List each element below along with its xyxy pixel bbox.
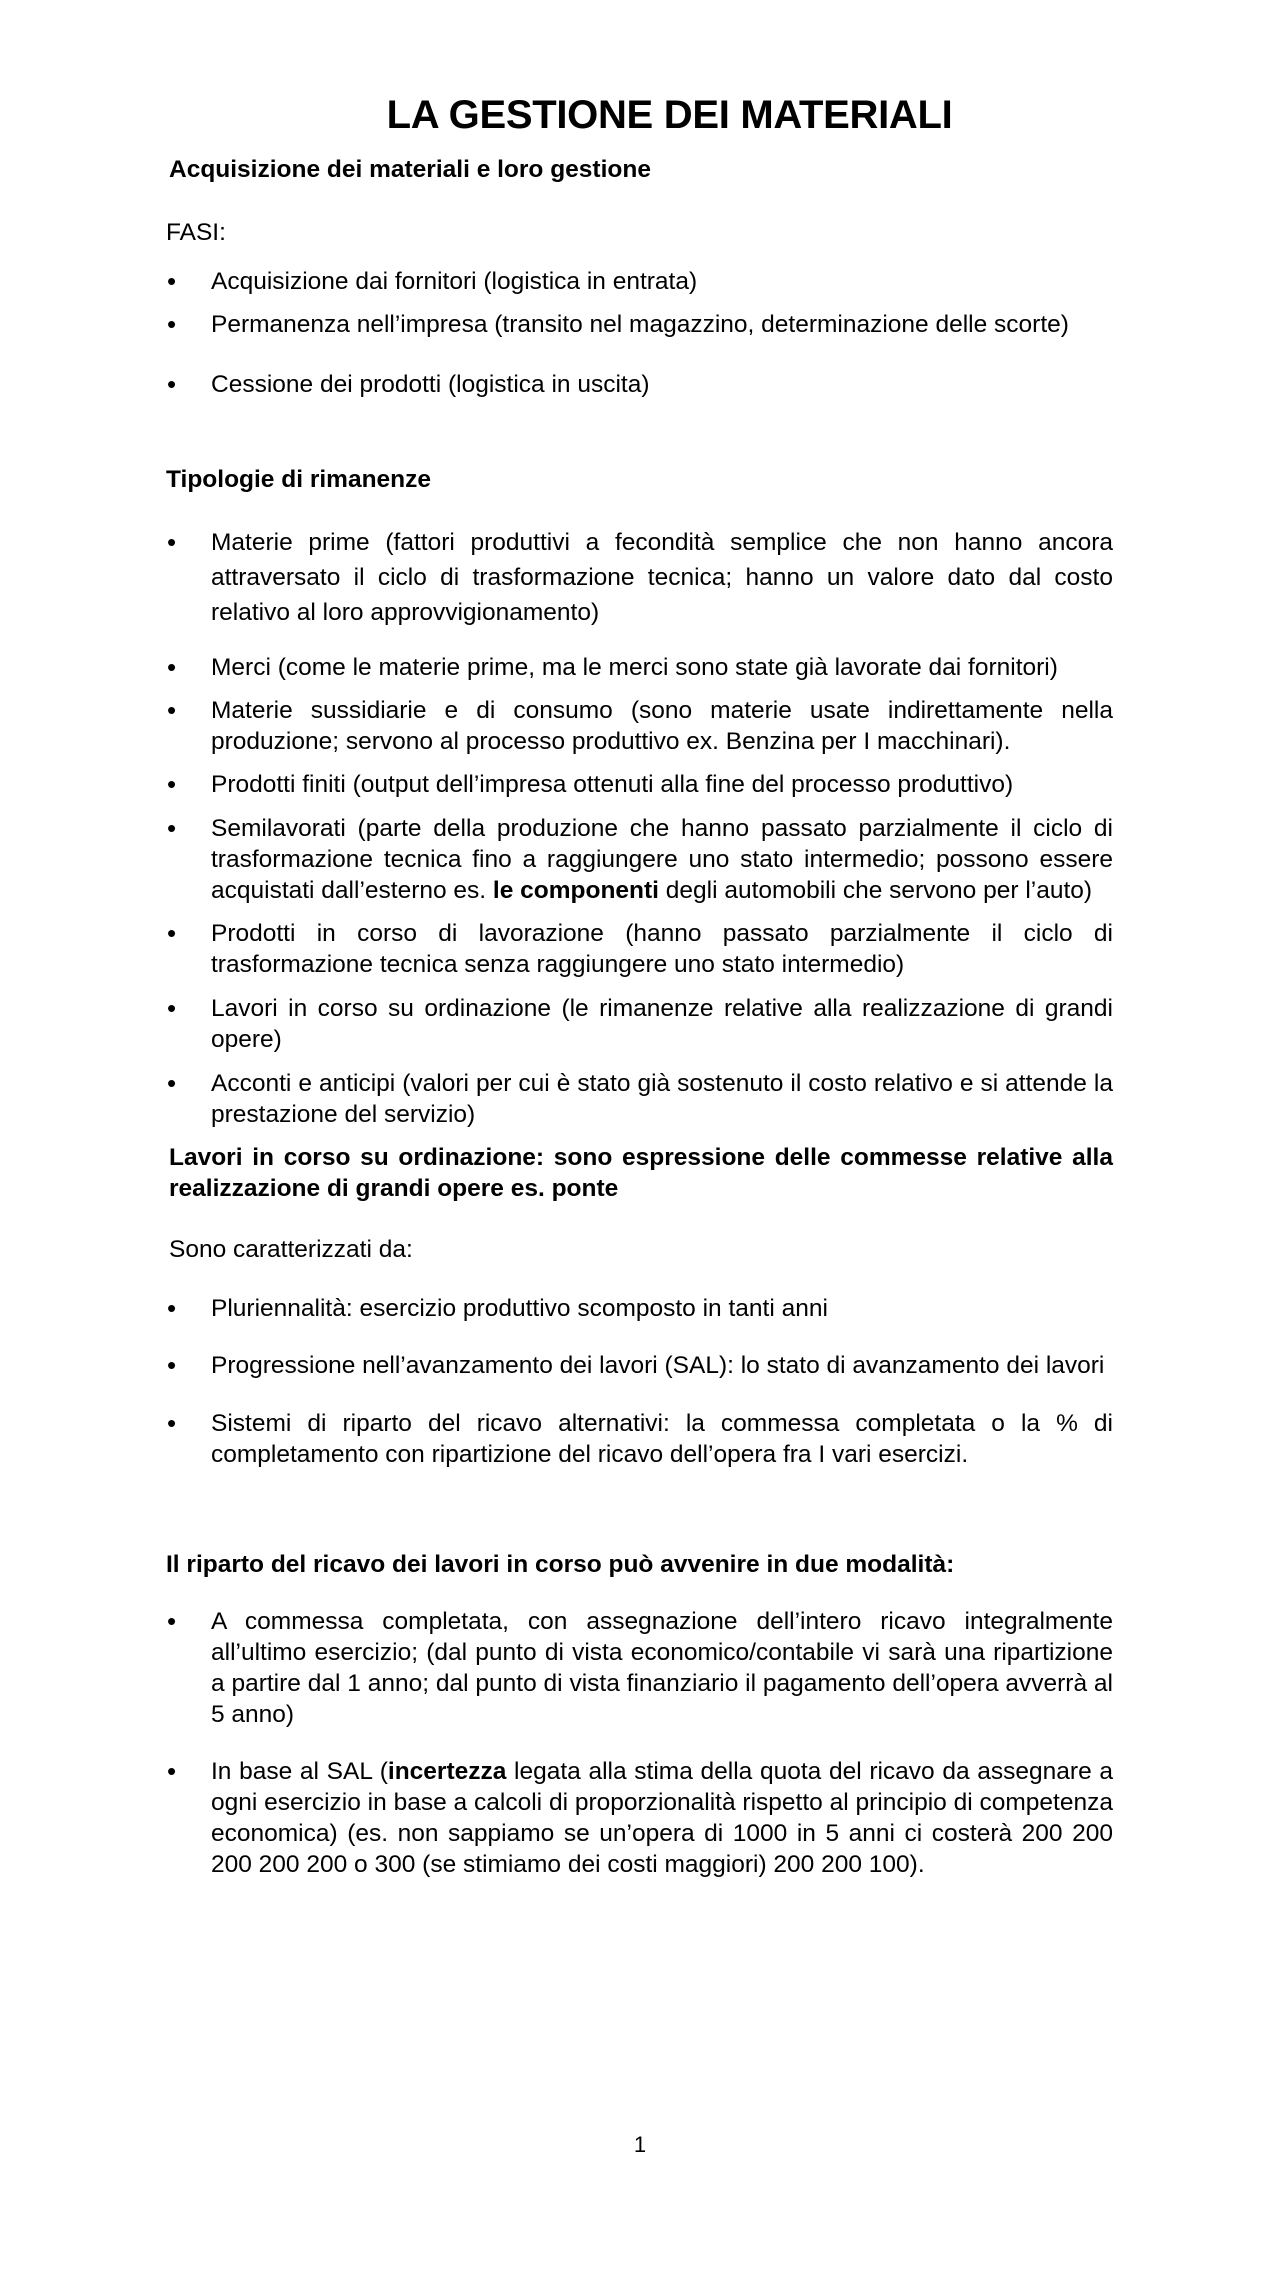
fasi-label: FASI: — [166, 219, 226, 246]
heading-riparto: Il riparto del ricavo dei lavori in corso può avvenire in due modalità: — [166, 1551, 955, 1578]
list-item: • Progressione nell’avanzamento dei lavori (SAL): lo stato di avanzamento dei lavori — [166, 1350, 1113, 1381]
list-item: • Pluriennalità: esercizio produttivo scomposto in tanti anni — [166, 1293, 1113, 1324]
list-item: • Permanenza nell’impresa (transito nel magazzino, determinazione delle scorte) — [166, 309, 1113, 340]
heading-lavori: Lavori in corso su ordinazione: sono espressione delle commesse relative alla realizzazione di grandi opere es. ponte — [169, 1144, 1113, 1202]
tipologie-list — [166, 525, 1113, 1130]
list-item: • Cessione dei prodotti (logistica in uscita) — [166, 369, 1113, 400]
list-item: • Prodotti in corso di lavorazione (hanno passato parzialmente il ciclo di trasformazione tecnica senza raggiungere uno stato intermedio) — [166, 918, 1113, 980]
page-number: 1 — [633, 2132, 647, 2157]
list-item: • Materie sussidiarie e di consumo (sono materie usate indirettamente nella produzione; servono al processo produttivo ex. Benzina per I macchinari). — [166, 695, 1113, 757]
sal-text-end: legata alla stima della quota del ricavo da assegnare a ogni esercizio in base a calcoli di proporzionalità rispetto al principio di competenza economica) (es. non sappiamo se un’opera di 1000 in 5 anni ci costerà 200 200 200 200 200 o 300 (se stimiamo dei costi maggiori) 200 200 100). — [211, 1758, 1113, 1878]
list-item: • Materie prime (fattori produttivi a fecondità semplice che non hanno ancora attraversato il ciclo di trasformazione tecnica; hanno un valore dato dal costo relativo al loro approvvigionamento) — [166, 525, 1113, 630]
list-item: • Prodotti finiti (output dell’impresa ottenuti alla fine del processo produttivo) — [166, 769, 1113, 800]
list-item: • Acquisizione dai fornitori (logistica in entrata) — [166, 266, 1113, 297]
semilavorati-text: Semilavorati (parte della produzione che hanno passato parzialmente il ciclo di trasformazione tecnica fino a raggiungere uno stato intermedio; possono essere acquistati dall’esterno es. — [211, 815, 1113, 904]
list-item-semilavorati — [166, 813, 1113, 906]
semilavorati-text-end: degli automobili che servono per l’auto) — [658, 877, 1093, 904]
heading-acquisizione: Acquisizione dei materiali e loro gestione — [169, 156, 651, 183]
document-body — [166, 88, 1113, 1880]
list-item-sal — [166, 1756, 1113, 1880]
heading-tipologie: Tipologie di rimanenze — [166, 466, 432, 493]
list-item: • Acconti e anticipi (valori per cui è stato già sostenuto il costo relativo e si attende la prestazione del servizio) — [166, 1068, 1113, 1130]
semilavorati-bold: le componenti — [492, 877, 659, 904]
fasi-list — [166, 266, 1113, 400]
lavori-list — [166, 1293, 1113, 1470]
list-item: • Merci (come le materie prime, ma le merci sono state già lavorate dai fornitori) — [166, 652, 1113, 683]
document-title: LA GESTIONE DEI MATERIALI — [386, 93, 953, 137]
list-item: • A commessa completata, con assegnazione dell’intero ricavo integralmente all’ultimo esercizio; (dal punto di vista economico/contabile vi sarà una ripartizione a partire dal 1 anno; dal punto di vista finanziario il pagamento dell’opera avverrà al 5 anno) — [166, 1606, 1113, 1730]
lavori-intro: Sono caratterizzati da: — [169, 1236, 413, 1263]
sal-text: In base al SAL ( — [211, 1758, 388, 1785]
riparto-list — [166, 1606, 1113, 1880]
sal-bold: incertezza — [387, 1758, 507, 1785]
list-item: • Sistemi di riparto del ricavo alternativi: la commessa completata o la % di completamento con ripartizione del ricavo dell’opera fra I vari esercizi. — [166, 1408, 1113, 1470]
list-item: • Lavori in corso su ordinazione (le rimanenze relative alla realizzazione di grandi opere) — [166, 993, 1113, 1055]
